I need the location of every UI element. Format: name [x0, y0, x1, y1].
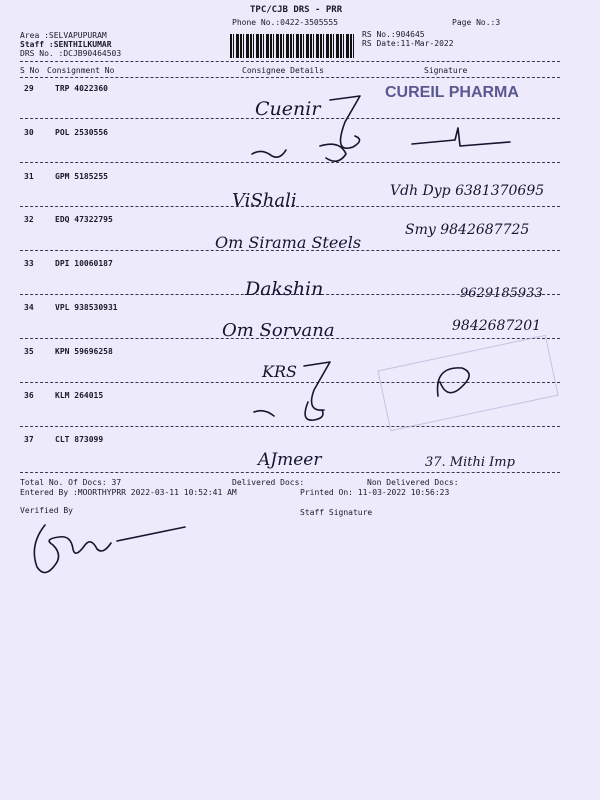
- receiver-phone: 9842687201: [452, 318, 542, 334]
- signature-mark: [410, 126, 520, 156]
- receiver-name: Cuenir: [255, 98, 321, 120]
- phone-number: Phone No.:0422-3505555: [232, 18, 338, 27]
- row-divider: [20, 426, 560, 427]
- receiver-phone: 9629185933: [460, 286, 543, 301]
- row-consignment: POL 2530556: [55, 128, 108, 137]
- column-header-sno: S No: [20, 66, 40, 75]
- receiver-phone: Smy 9842687725: [405, 222, 530, 238]
- delivered-docs: Delivered Docs:: [232, 478, 305, 487]
- receiver-name: Om Sorvana: [222, 320, 335, 341]
- row-sno: 37: [24, 435, 34, 444]
- row-sno: 30: [24, 128, 34, 137]
- row-sno: 34: [24, 303, 34, 312]
- column-header-consignee: Consignee Details: [242, 66, 324, 75]
- receiver-name: AJmeer: [258, 450, 322, 470]
- page-number: Page No.:3: [452, 18, 501, 27]
- row-sno: 35: [24, 347, 34, 356]
- rs-date: RS Date:11-Mar-2022: [362, 39, 454, 48]
- receiver-name: KRS: [262, 362, 297, 381]
- receiver-note: 37. Mithi Imp: [425, 455, 515, 470]
- staff-signature-label: Staff Signature: [300, 508, 373, 517]
- barcode: [230, 34, 354, 58]
- row-sno: 36: [24, 391, 34, 400]
- row-sno: 29: [24, 84, 34, 93]
- area-label: Area :SELVAPUPURAM: [20, 31, 107, 40]
- row-consignment: VPL 938530931: [55, 303, 118, 312]
- receiver-name: ViShali: [232, 190, 297, 211]
- row-consignment: EDQ 47322795: [55, 215, 113, 224]
- verified-by-label: Verified By: [20, 506, 73, 515]
- receiver-name: Dakshin: [245, 278, 324, 300]
- row-consignment: KLM 264015: [55, 391, 104, 400]
- entered-by: Entered By :MOORTHYPRR 2022-03-11 10:52:41 AM: [20, 488, 237, 497]
- row-divider: [20, 472, 560, 473]
- row-consignment: KPN 59696258: [55, 347, 113, 356]
- staff-label: Staff :SENTHILKUMAR: [20, 40, 112, 49]
- divider: [20, 61, 560, 62]
- row-consignment: GPM 5185255: [55, 172, 108, 181]
- column-header-consignment: Consignment No: [47, 66, 115, 75]
- signature-mark: [432, 362, 482, 402]
- document-title: TPC/CJB DRS - PRR: [250, 5, 343, 15]
- row-sno: 33: [24, 259, 34, 268]
- receiver-phone: Vdh Dyp 6381370695: [390, 183, 545, 199]
- non-delivered-docs: Non Delivered Docs:: [367, 478, 459, 487]
- row-sno: 31: [24, 172, 34, 181]
- row-consignment: DPI 10060187: [55, 259, 113, 268]
- total-docs: Total No. Of Docs: 37: [20, 478, 122, 487]
- rs-number: RS No.:904645: [362, 30, 425, 39]
- divider: [20, 77, 560, 78]
- row-sno: 32: [24, 215, 34, 224]
- company-stamp: CUREIL PHARMA: [385, 84, 519, 101]
- verifier-signature: [25, 515, 205, 585]
- row-consignment: TRP 4022360: [55, 84, 108, 93]
- receiver-name: Om Sirama Steels: [215, 233, 362, 252]
- signature-mark: [250, 140, 360, 168]
- drs-number: DRS No. :DCJB90464503: [20, 49, 122, 58]
- row-consignment: CLT 873099: [55, 435, 104, 444]
- printed-on: Printed On: 11-03-2022 10:56:23: [300, 488, 450, 497]
- signature-mark: [252, 398, 347, 426]
- column-header-signature: Signature: [424, 66, 468, 75]
